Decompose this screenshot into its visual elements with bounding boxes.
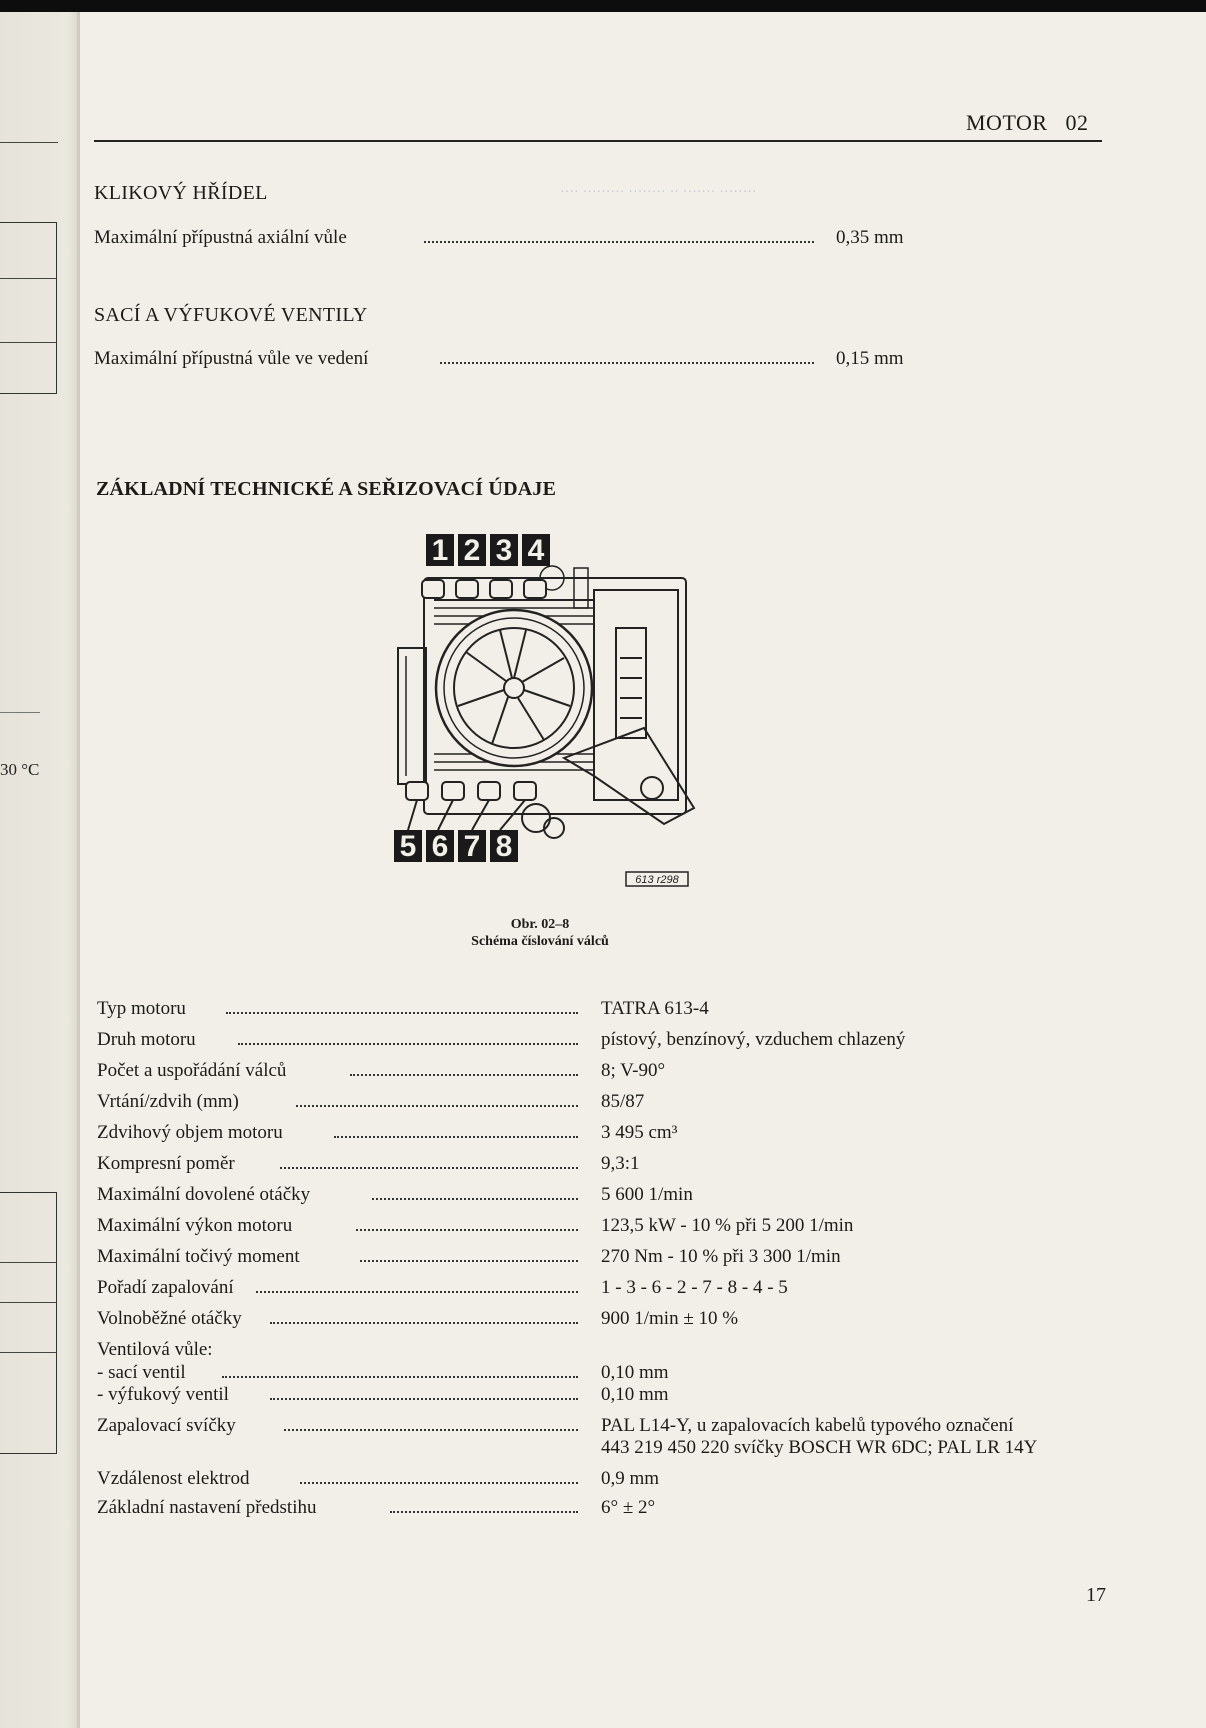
spec-value: 270 Nm - 10 % při 3 300 1/min [601,1246,841,1267]
spec-value: 9,3:1 [601,1153,640,1174]
svg-text:8: 8 [495,830,513,863]
spec-label: Maximální výkon motoru [97,1215,293,1236]
left-manifold [398,648,426,784]
spec-value: pístový, benzínový, vzduchem chlazený [601,1029,906,1050]
svg-text:6: 6 [431,830,449,863]
scan-top-border [0,0,1206,12]
leader-dots [238,1039,578,1045]
valve-clearance-title: Ventilová vůle: [97,1339,213,1360]
spec-value: 5 600 1/min [601,1184,693,1205]
adjacent-table-rule [0,1352,56,1353]
adjacent-rule [0,142,58,143]
valve-exhaust-value: 0,10 mm [601,1384,669,1405]
spec-label: Počet a uspořádání válců [97,1060,287,1081]
adjacent-table-rule [0,342,56,343]
valve-intake-label: - sací ventil [97,1362,186,1383]
leader-dots [222,1372,578,1378]
valve-exhaust-label: - výfukový ventil [97,1384,229,1405]
spec-label: Pořadí zapalování [97,1277,234,1298]
adjacent-temperature-text: 30 °C [0,760,40,779]
leader-dots [424,237,814,243]
header-rule [94,140,1102,142]
figure-caption-title: Schéma číslování válců [471,934,609,949]
crankshaft-value: 0,35 mm [836,227,904,248]
page-number: 17 [1086,1584,1106,1606]
leader-dots [280,1163,578,1169]
leader-dots [270,1318,578,1324]
section-title-crankshaft: KLIKOVÝ HŘÍDEL [94,182,268,204]
leader-dots [360,1256,578,1262]
figure-code-label [626,872,688,886]
bleed-through-text: ···· ········· ········ ·· ······· ········ [560,182,757,198]
cylinder-number-6 [426,830,454,863]
leader-dots [226,1008,578,1014]
figure-caption-number: Obr. 02–8 [510,917,570,932]
spec-value: 8; V-90° [601,1060,666,1081]
spark-plugs-label: Zapalovací svíčky [97,1415,236,1436]
electrode-gap-value: 0,9 mm [601,1468,660,1489]
leader-dots [440,358,814,364]
valve-intake-value: 0,10 mm [601,1362,669,1383]
svg-text:4: 4 [527,534,545,567]
svg-text:613 r298: 613 r298 [635,874,679,886]
electrode-gap-label: Vzdálenost elektrod [97,1468,250,1489]
spec-label: Maximální točivý moment [97,1246,300,1267]
engine-cylinder-diagram [394,528,704,888]
cooling-fan [436,610,592,766]
crankshaft-label: Maximální přípustná axiální vůle [94,227,347,248]
valves-label: Maximální přípustná vůle ve vedení [94,348,369,369]
leader-dots [350,1070,578,1076]
spec-label: Volnoběžné otáčky [97,1308,242,1329]
cylinder-number-5 [394,830,422,863]
exhaust-pipe [564,728,694,824]
cylinder-number-8 [490,830,518,863]
crank-pulley [522,804,550,832]
leader-dots [256,1287,578,1293]
spec-value: 85/87 [601,1091,645,1112]
spark-plug-top-row [422,580,546,598]
leader-dots [270,1394,578,1400]
spec-label: Zdvihový objem motoru [97,1122,283,1143]
adjacent-table-rule [0,1302,56,1303]
cylinder-number-3 [490,534,518,567]
svg-text:7: 7 [463,830,481,863]
adjacent-rule [0,712,40,713]
spec-label: Druh motoru [97,1029,196,1050]
leader-dots [390,1507,578,1513]
spec-label: Typ motoru [97,998,186,1019]
adjacent-page-strip [0,12,80,1728]
engine-right-housing [594,590,678,800]
spec-label: Vrtání/zdvih (mm) [97,1091,239,1112]
spec-value: TATRA 613-4 [601,998,709,1019]
spec-value: 900 1/min ± 10 % [601,1308,739,1329]
leader-dots [356,1225,578,1231]
leader-dots [296,1101,578,1107]
leader-dots [284,1425,578,1431]
adjacent-table-box [0,222,57,394]
spec-value: 3 495 cm³ [601,1122,678,1143]
spec-value: 123,5 kW - 10 % při 5 200 1/min [601,1215,854,1236]
svg-text:5: 5 [399,830,417,863]
adjacent-table-rule [0,1262,56,1263]
adjacent-table-box [0,1192,57,1454]
svg-text:1: 1 [431,534,449,567]
section-title-valves: SACÍ A VÝFUKOVÉ VENTILY [94,304,368,326]
figure-caption [430,916,650,950]
cylinder-number-7 [458,830,486,863]
leader-dots [334,1132,578,1138]
spec-label: Maximální dovolené otáčky [97,1184,311,1205]
cylinder-number-2 [458,534,486,567]
leader-dots [372,1194,578,1200]
spark-plug-bottom-row [406,782,536,800]
spark-plugs-value-line2: 443 219 450 220 svíčky BOSCH WR 6DC; PAL LR 14Y [601,1437,1038,1458]
svg-text:2: 2 [463,534,481,567]
spec-label: Kompresní poměr [97,1153,235,1174]
spark-plugs-value-line1: PAL L14-Y, u zapalovacích kabelů typového označení [601,1415,1014,1436]
adjacent-table-rule [0,278,56,279]
ignition-timing-value: 6° ± 2° [601,1497,656,1518]
valves-value: 0,15 mm [836,348,904,369]
svg-text:3: 3 [495,534,513,567]
cylinder-number-4 [522,534,550,567]
leader-dots [300,1478,578,1484]
spec-value: 1 - 3 - 6 - 2 - 7 - 8 - 4 - 5 [601,1277,788,1298]
engine-schematic-svg [394,528,704,888]
page-header-title: MOTOR 02 [966,110,1089,135]
page-binding-edge [77,12,80,1728]
cylinder-number-1 [426,534,454,567]
specs-section-title: ZÁKLADNÍ TECHNICKÉ A SEŘIZOVACÍ ÚDAJE [96,478,557,500]
radiator-cover [616,628,646,738]
ignition-timing-label: Základní nastavení předstihu [97,1497,317,1518]
